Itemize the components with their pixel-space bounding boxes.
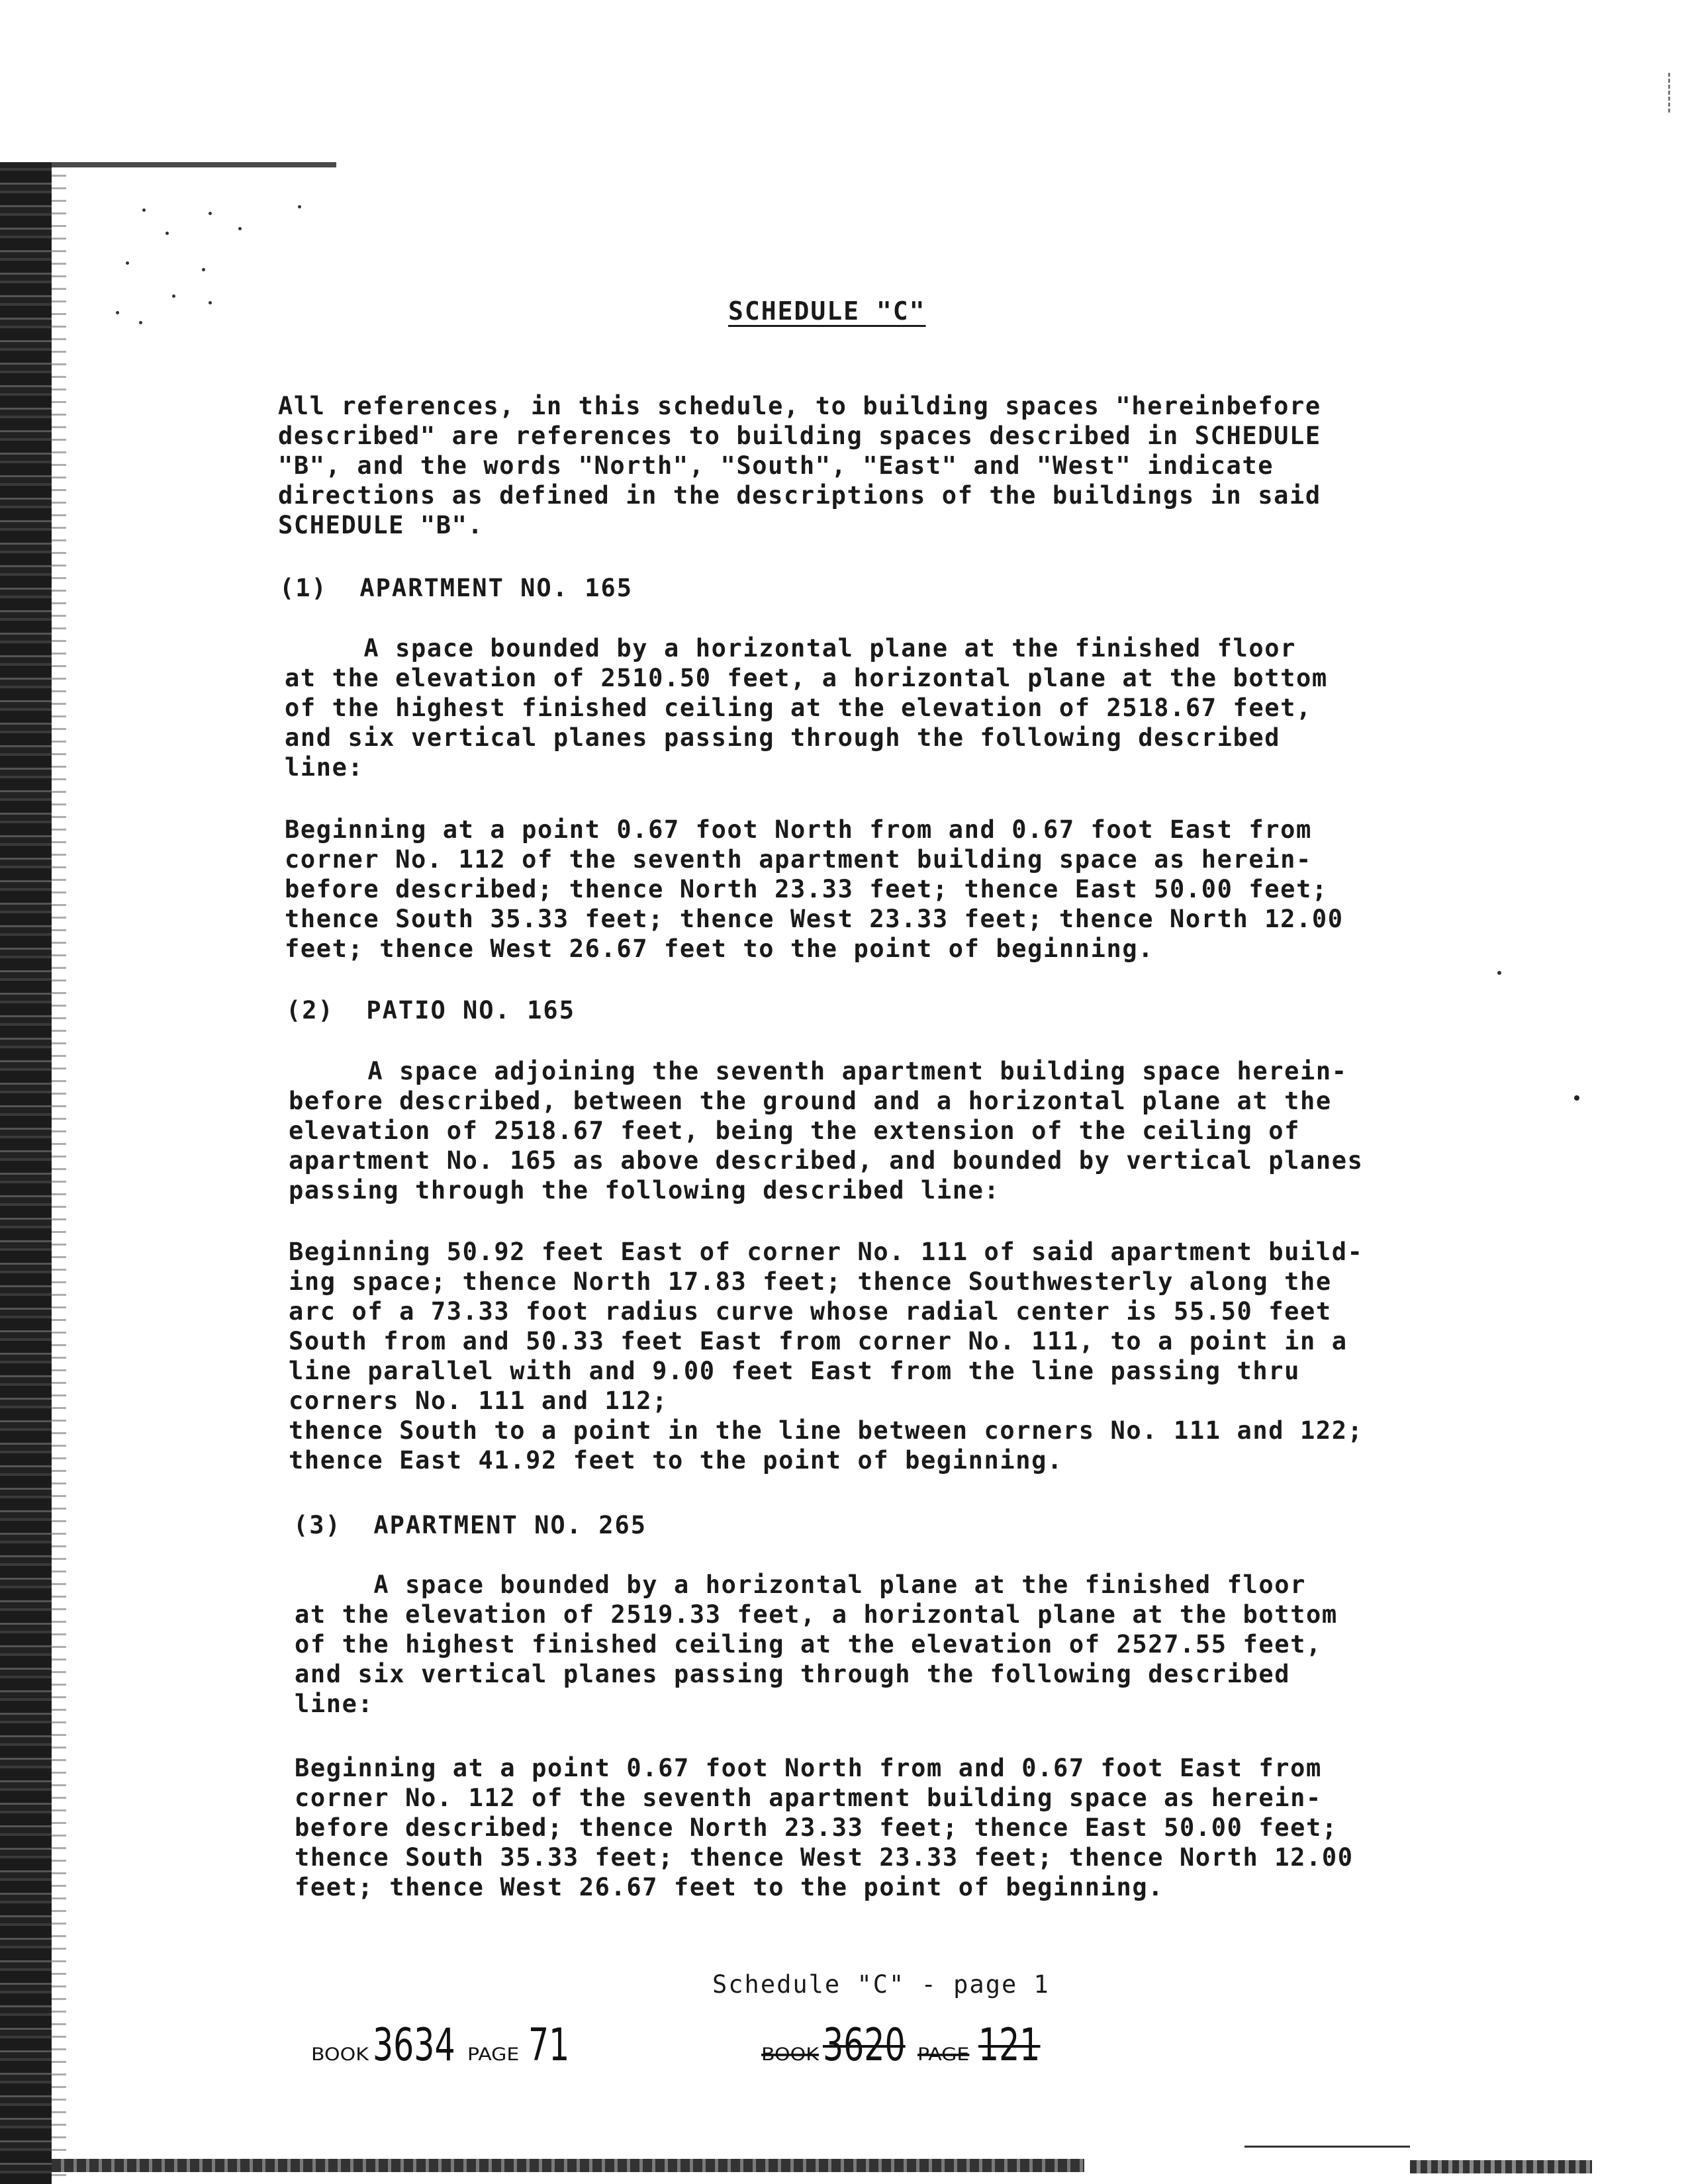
text-line: elevation of 2518.67 feet, being the extension of the ceiling of [289,1116,1301,1145]
scan-speck [116,311,119,314]
text-line: Beginning at a point 0.67 foot North from and 0.67 foot East from [285,815,1312,844]
text-line: line parallel with and 9.00 feet East from the line passing thru [289,1357,1301,1385]
scan-edge-top [52,162,336,167]
scan-speck [209,301,212,304]
text-line: "B", and the words "North", "South", "East" and "West" indicate [278,451,1274,480]
stamp-book-label: BOOK [761,2044,819,2066]
scan-specks [99,195,311,328]
scan-edge-bottom-right [1410,2160,1592,2173]
stamp-page-label: PAGE [917,2044,970,2066]
text-line: corner No. 112 of the seventh apartment building space as herein- [295,1784,1322,1812]
text-line: ing space; thence North 17.83 feet; thence Southwesterly along the [289,1267,1332,1296]
section-heading: (2) PATIO NO. 165 [286,996,575,1024]
text-line: of the highest finished ceiling at the elevation of 2527.55 feet, [295,1630,1322,1659]
scan-speck [1574,1095,1579,1101]
text-line: passing through the following described line: [289,1176,1000,1205]
scan-speck [209,212,212,215]
text-line: thence East 41.92 feet to the point of beginning. [289,1446,1063,1475]
text-line: line: [285,753,364,782]
scan-speck [126,261,129,265]
scan-speck [172,295,175,298]
recording-stamp [311,2012,586,2071]
scan-speck [238,227,242,230]
scan-edge-left [0,162,52,2184]
text-line: South from and 50.33 feet East from corner No. 111, to a point in a [289,1327,1348,1355]
text-line: apartment No. 165 as above described, and bounded by vertical planes [289,1146,1364,1175]
stamp-page-number: 71 [528,2019,570,2071]
stamp-page-number: 121 [978,2019,1041,2071]
stamp-book-number: 3634 [372,2019,455,2071]
text-line: Beginning 50.92 feet East of corner No. 111 of said apartment build- [289,1238,1364,1266]
text-line: before described; thence North 23.33 feet; thence East 50.00 feet; [285,875,1328,903]
struck-recording-stamp [761,2012,1064,2071]
scan-edge-mark [1668,73,1675,113]
text-line: feet; thence West 26.67 feet to the point of beginning. [285,934,1154,963]
stamp-page-label: PAGE [467,2044,520,2066]
stamp-book-label: BOOK [311,2044,369,2066]
text-line: SCHEDULE "B". [278,511,484,539]
text-line: A space bounded by a horizontal plane at the finished floor [295,1570,1307,1599]
text-line: A space bounded by a horizontal plane at the finished floor [285,634,1297,662]
scan-speck [139,321,142,324]
text-line: at the elevation of 2519.33 feet, a horizontal plane at the bottom [295,1600,1338,1629]
text-line: and six vertical planes passing through the following described [295,1660,1291,1688]
text-line: arc of a 73.33 foot radius curve whose radial center is 55.50 feet [289,1297,1332,1326]
text-line: at the elevation of 2510.50 feet, a horizontal plane at the bottom [285,664,1328,692]
scan-speck [165,232,169,235]
section-heading: (1) APARTMENT NO. 165 [279,574,633,602]
text-line: and six vertical planes passing through the following described [285,723,1281,752]
text-line: Beginning at a point 0.67 foot North from and 0.67 foot East from [295,1754,1322,1782]
text-line: thence South to a point in the line between corners No. 111 and 122; [289,1416,1364,1445]
scan-speck [142,208,146,212]
text-line: described" are references to building spaces described in SCHEDULE [278,422,1321,450]
stamp-book-number: 3620 [822,2019,906,2071]
text-line: thence South 35.33 feet; thence West 23.33 feet; thence North 12.00 [285,905,1344,933]
text-line: thence South 35.33 feet; thence West 23.33 feet; thence North 12.00 [295,1843,1354,1872]
scan-speck [202,268,205,271]
document-title: SCHEDULE "C" [728,296,926,326]
text-line: corners No. 111 and 112; [289,1387,669,1415]
text-line: All references, in this schedule, to building spaces "hereinbefore [278,392,1321,420]
text-line: A space adjoining the seventh apartment building space herein- [289,1057,1348,1085]
text-line: corner No. 112 of the seventh apartment building space as herein- [285,845,1312,874]
text-line: before described, between the ground and a horizontal plane at the [289,1087,1332,1115]
text-line: line: [295,1690,374,1718]
section-heading: (3) APARTMENT NO. 265 [293,1511,647,1539]
scan-edge-bottom [52,2159,1084,2172]
scan-rule [1244,2146,1410,2148]
text-line: feet; thence West 26.67 feet to the point of beginning. [295,1873,1164,1901]
page-footer: Schedule "C" - page 1 [712,1970,1050,1999]
text-line: directions as defined in the descriptions of the buildings in said [278,481,1321,510]
text-line: before described; thence North 23.33 feet; thence East 50.00 feet; [295,1813,1338,1842]
scan-speck [1497,971,1501,975]
text-line: of the highest finished ceiling at the elevation of 2518.67 feet, [285,694,1312,722]
scan-speck [298,205,301,208]
